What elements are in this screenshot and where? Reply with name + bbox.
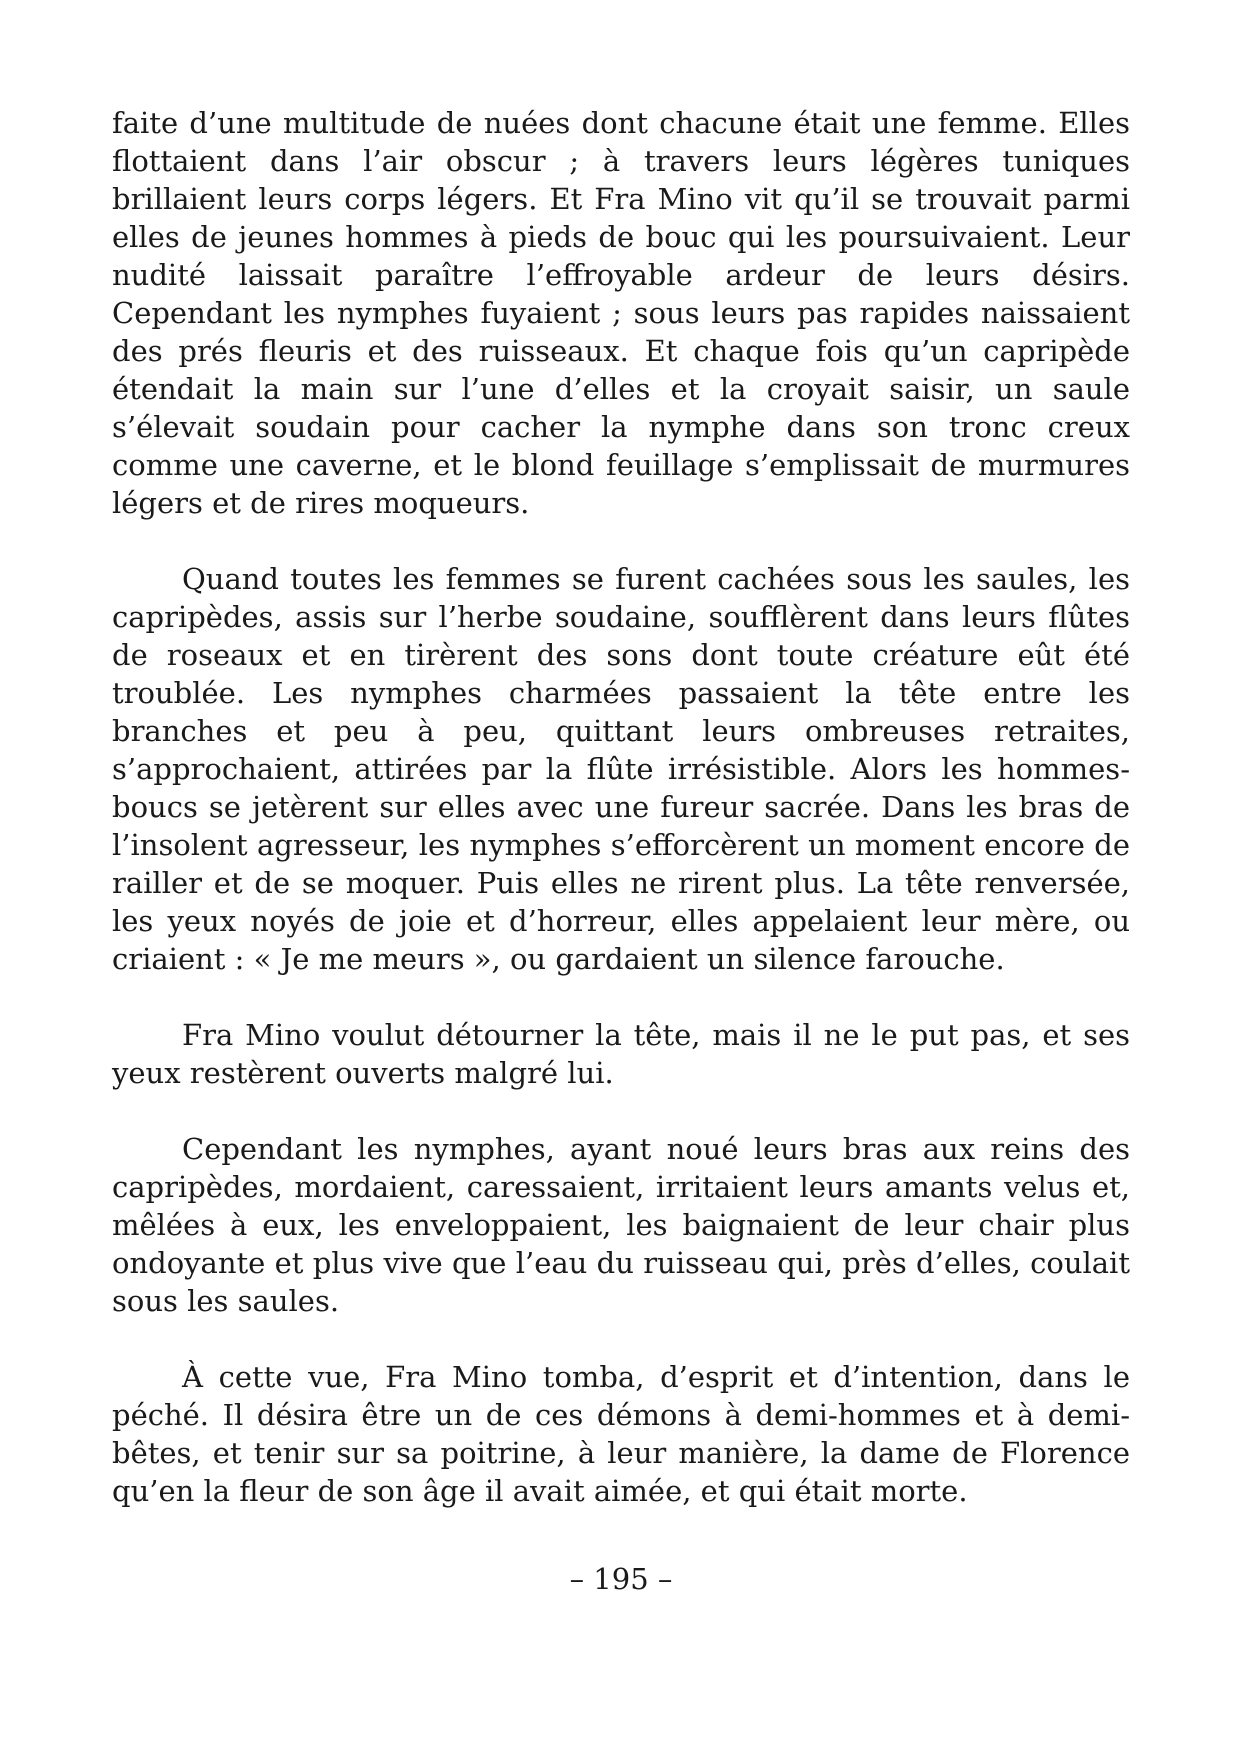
paragraph-3: Fra Mino voulut détourner la tête, mais il ne le put pas, et ses yeux restèrent ouverts malgré lui. [112, 1018, 1130, 1090]
paragraph-1: faite d’une multitude de nuées dont chacune était une femme. Elles flottaient dans l’air obscur ; à travers leurs légères tuniques brillaient leurs corps légers. Et Fra Mino vit qu’il se trouvait parmi elles de jeunes hommes à pieds de bouc qui les poursuivaient. Leur nudité laissait paraître l’effroyable ardeur de leurs désirs. Cependant les nymphes fuyaient ; sous leurs pas rapides naissaient des prés fleuris et des ruisseaux. Et chaque fois qu’un capripède étendait la main sur l’une d’elles et la croyait saisir, un saule s’élevait soudain pour cacher la nymphe dans son tronc creux comme une caverne, et le blond feuillage s’emplissait de murmures légers et de rires moqueurs. [112, 106, 1130, 520]
paragraph-2: Quand toutes les femmes se furent cachées sous les saules, les capripèdes, assis sur l’herbe soudaine, soufflèrent dans leurs flûtes de roseaux et en tirèrent des sons dont toute créature eût été troublée. Les nymphes charmées passaient la tête entre les branches et peu à peu, quittant leurs ombreuses retraites, s’approchaient, attirées par la flûte irrésistible. Alors les hommes-boucs se jetèrent sur elles avec une fureur sacrée. Dans les bras de l’insolent agresseur, les nymphes s’efforcèrent un moment encore de railler et de se moquer. Puis elles ne rirent plus. La tête renversée, les yeux noyés de joie et d’horreur, elles appelaient leur mère, ou criaient : « Je me meurs », ou gardaient un silence farouche. [112, 562, 1130, 976]
paragraph-5: À cette vue, Fra Mino tomba, d’esprit et d’intention, dans le péché. Il désira être un de ces démons à demi-hommes et à demi-bêtes, et tenir sur sa poitrine, à leur manière, la dame de Florence qu’en la fleur de son âge il avait aimée, et qui était morte. [112, 1360, 1130, 1508]
page-number: – 195 – [569, 1562, 673, 1596]
paragraph-4: Cependant les nymphes, ayant noué leurs bras aux reins des capripèdes, mordaient, caressaient, irritaient leurs amants velus et, mêlées à eux, les enveloppaient, les baignaient de leur chair plus ondoyante et plus vive que l’eau du ruisseau qui, près d’elles, coulait sous les saules. [112, 1132, 1130, 1318]
page-body [112, 104, 1130, 1548]
